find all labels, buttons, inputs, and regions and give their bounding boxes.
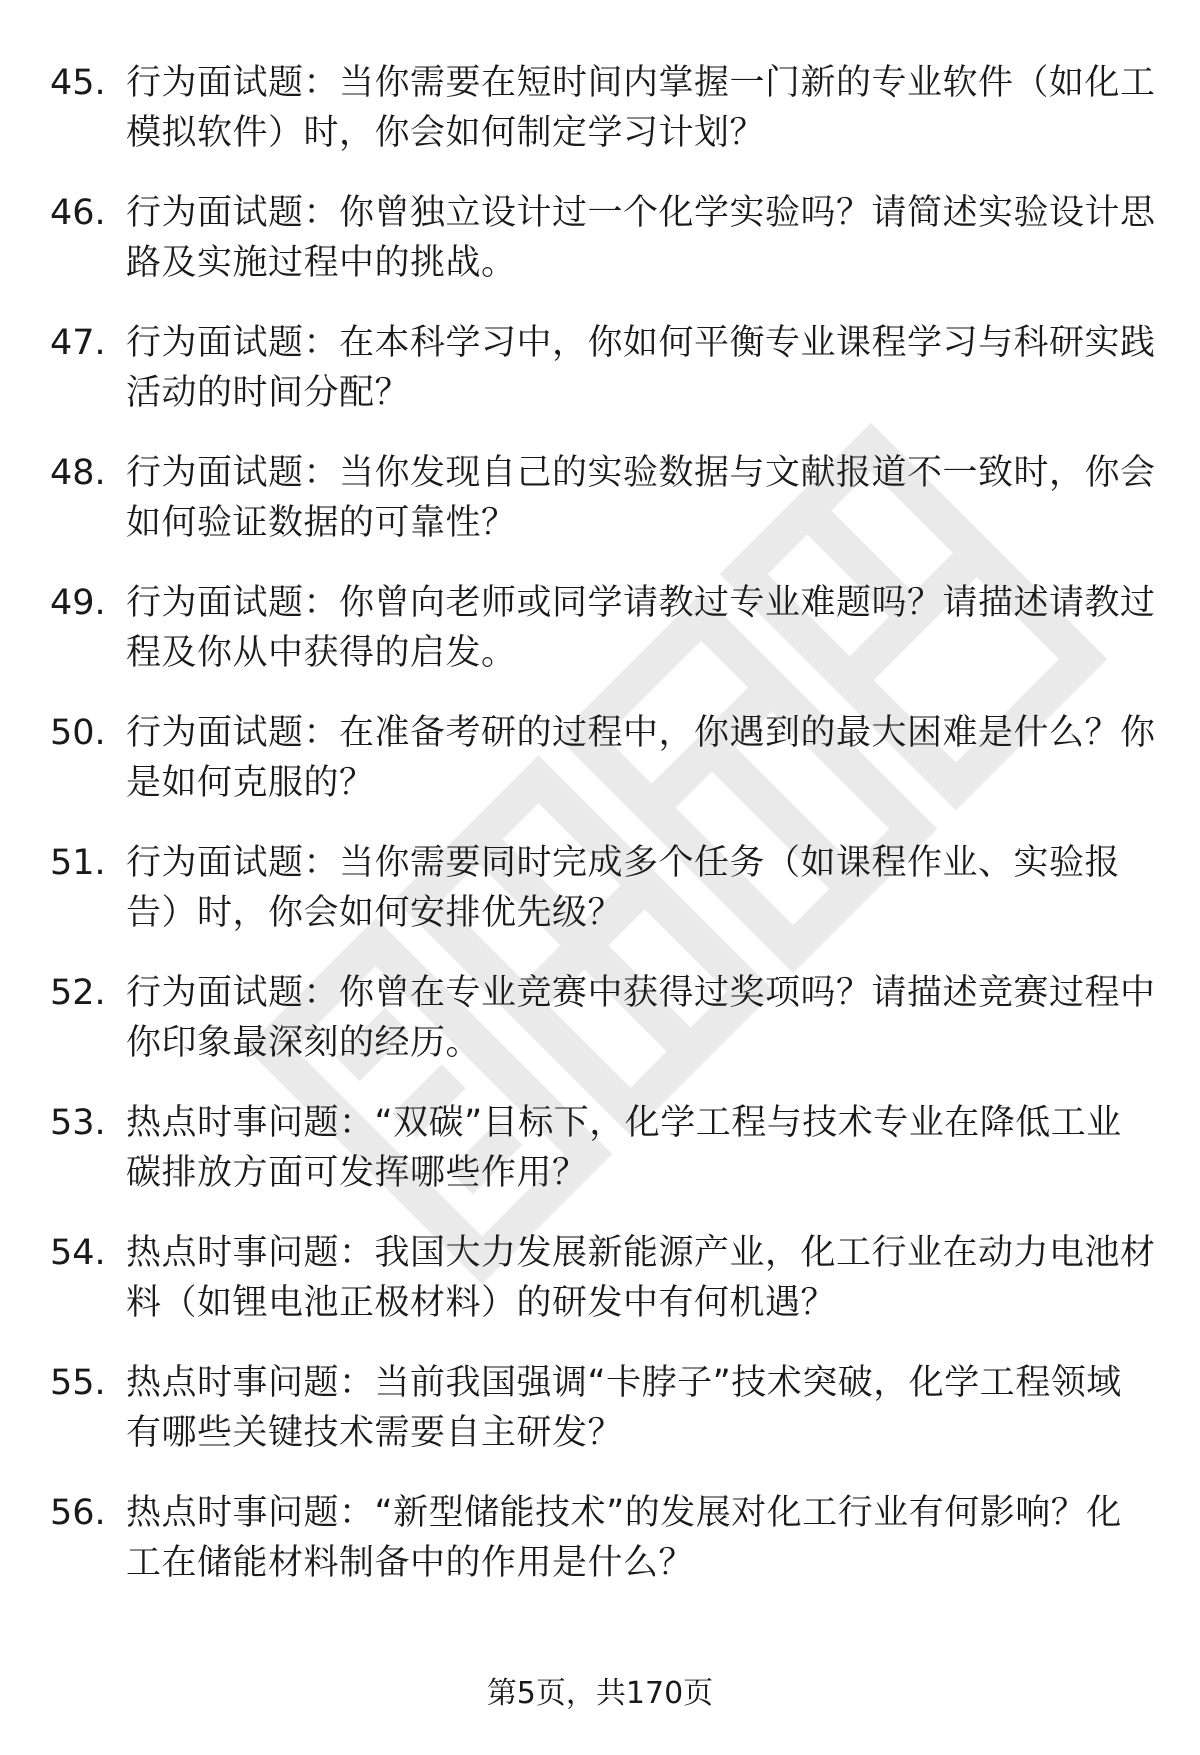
question-item [0,1098,1200,1228]
page-footer [0,1672,1200,1716]
question-number: 47. [50,323,106,363]
question-number: 54. [50,1233,106,1273]
question-text: 行为面试题：你曾独立设计过一个化学实验吗？请简述实验设计思路及实施过程中的挑战。 [126,193,1156,283]
question-text: 热点时事问题：我国大力发展新能源产业，化工行业在动力电池材料（如锂电池正极材料）的研发中有何机遇？ [126,1233,1156,1323]
question-number: 53. [50,1103,106,1143]
question-item [0,58,1200,188]
question-number: 51. [50,843,106,883]
question-list [0,58,1200,1618]
question-number: 52. [50,973,106,1013]
question-item [0,708,1200,838]
question-text: 行为面试题：当你发现自己的实验数据与文献报道不一致时，你会如何验证数据的可靠性？ [126,453,1156,543]
question-number: 50. [50,713,106,753]
question-item [0,318,1200,448]
question-item [0,1228,1200,1358]
question-number: 48. [50,453,106,493]
question-item [0,188,1200,318]
question-number: 49. [50,583,106,623]
question-item [0,1358,1200,1488]
question-number: 56. [50,1493,106,1533]
question-item [0,968,1200,1098]
question-number: 45. [50,63,106,103]
question-text: 热点时事问题：当前我国强调“卡脖子”技术突破，化学工程领域有哪些关键技术需要自主研发？ [126,1363,1122,1453]
question-text: 热点时事问题：“新型储能技术”的发展对化工行业有何影响？化工在储能材料制备中的作用是什么？ [126,1493,1122,1583]
question-text: 行为面试题：在准备考研的过程中，你遇到的最大困难是什么？你是如何克服的？ [126,713,1156,803]
question-text: 行为面试题：你曾向老师或同学请教过专业难题吗？请描述请教过程及你从中获得的启发。 [126,583,1156,673]
question-text: 行为面试题：你曾在专业竞赛中获得过奖项吗？请描述竞赛过程中你印象最深刻的经历。 [126,973,1156,1063]
question-item [0,578,1200,708]
question-text: 行为面试题：当你需要在短时间内掌握一门新的专业软件（如化工模拟软件）时，你会如何制定学习计划？ [126,63,1156,153]
question-item [0,448,1200,578]
question-item [0,838,1200,968]
question-number: 46. [50,193,106,233]
question-item [0,1488,1200,1618]
question-text: 行为面试题：当你需要同时完成多个任务（如课程作业、实验报告）时，你会如何安排优先级？ [126,843,1121,933]
question-text: 热点时事问题：“双碳”目标下，化学工程与技术专业在降低工业碳排放方面可发挥哪些作用？ [126,1103,1122,1193]
question-text: 行为面试题：在本科学习中，你如何平衡专业课程学习与科研实践活动的时间分配？ [126,323,1156,413]
page-number-label: 第5页，共170页 [486,1676,714,1711]
question-number: 55. [50,1363,106,1403]
